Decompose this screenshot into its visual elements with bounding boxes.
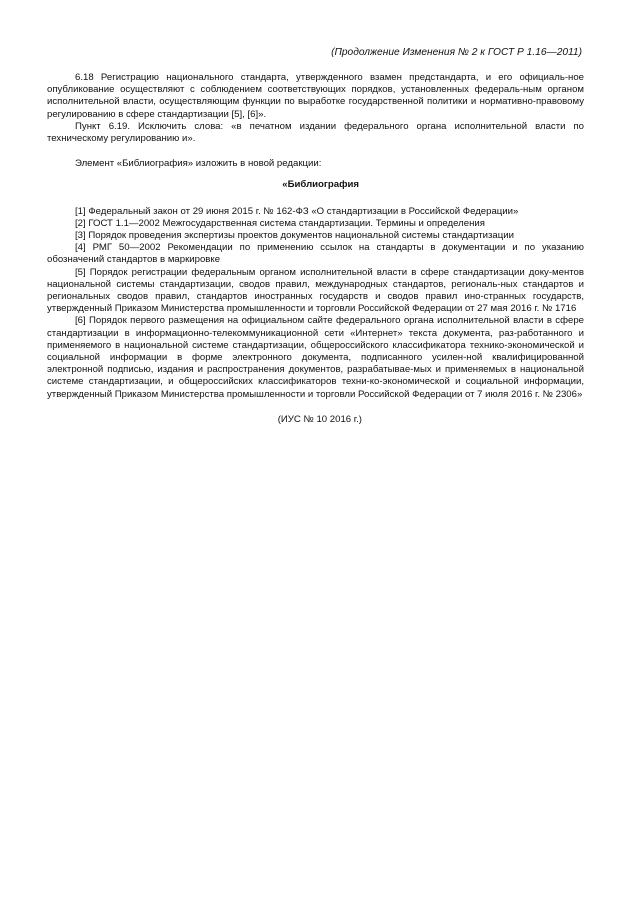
- bibliography-item-3: [3] Порядок проведения экспертизы проектов документов национальной системы стандартизации: [75, 230, 514, 242]
- iuc-reference: (ИУС № 10 2016 г.): [277, 413, 362, 425]
- bibliography-item-2: [2] ГОСТ 1.1—2002 Межгосударственная система стандартизации. Термины и определения: [75, 217, 485, 229]
- bibliography-item-4: [4] РМГ 50—2002 Рекомендации по применению ссылок на стандарты в документации и по указанию обозначений стандартов в маркировке: [47, 242, 584, 266]
- bibliography-item-1: [1] Федеральный закон от 29 июня 2015 г. № 162-ФЗ «О стандартизации в Российской Федерации»: [75, 205, 519, 217]
- spacer: [47, 145, 584, 158]
- page-header: (Продолжение Изменения № 2 к ГОСТ Р 1.16—2011): [331, 47, 582, 58]
- document-body: [47, 72, 584, 426]
- paragraph-6-19: Пункт 6.19. Исключить слова: «в печатном издании федерального органа исполнительной власти по техническому регулированию и».: [47, 120, 584, 145]
- bibliography-title: «Библиография: [282, 179, 359, 191]
- paragraph-6-18: 6.18 Регистрацию национального стандарта, утвержденного взамен предстандарта, и его официаль-ное опубликование осуществляют с соблюдением соответствующих порядков, установленных федераль-ным органом исполнительной власти, осуществляющим функции по выработке государственной политики и нормативно-правовому регулированию в сфере стандартизации [5], [6]».: [47, 72, 584, 120]
- paragraph-bibliography-intro: Элемент «Библиография» изложить в новой редакции:: [75, 158, 322, 170]
- bibliography-item-5: [5] Порядок регистрации федеральным органом исполнительной власти в сфере стандартизации доку-ментов национальной системы стандартизации, сводов правил, международных стандартов, региональ-ных стандартов и региональных сводов правил, стандартов иностранных государств и сводов правил ино-странных государств, утвержденный Приказом Министерства промышленности и торговли Российской Федерации от 27 мая 2016 г. № 1716: [47, 266, 584, 315]
- bibliography-item-6: [6] Порядок первого размещения на официальном сайте федерального органа исполнительной власти в сфере стандартизации в информационно-телекоммуникационной сети «Интернет» текста документа, раз-работанного и применяемого в национальной системе стандартизации, общероссийского классификатора технико-экономической и социальной информации в форме электронного документа, подписанного усилен-ной квалифицированной электронной подписью, издания и распространения документов, разрабатывае-мых и применяемых в национальной системе стандартизации, и общероссийских классификаторов техни-ко-экономической и социальной информации, утвержденный Приказом Министерства промышленности и торговли Российской Федерации от 7 июля 2016 г. № 2306»: [47, 315, 584, 400]
